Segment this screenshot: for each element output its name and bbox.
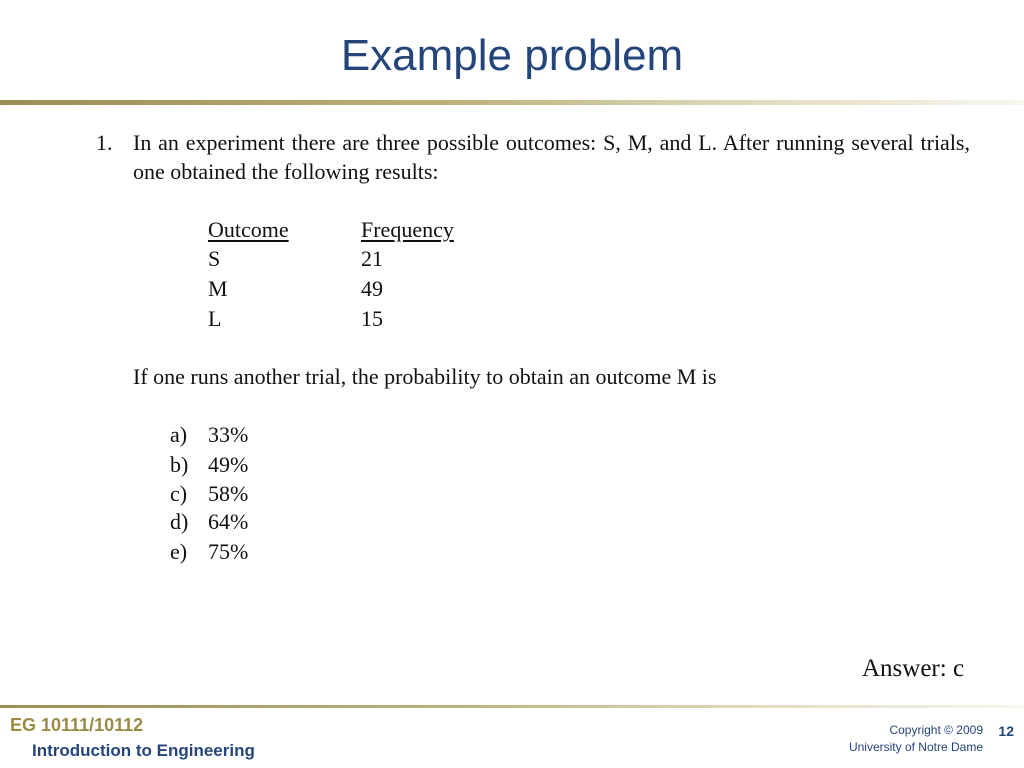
table-cell-outcome: S [208, 246, 221, 271]
question-stem: In an experiment there are three possible outcomes: S, M, and L. After running several trials, one obtained the following results: [133, 130, 970, 184]
table-cell-outcome: L [208, 306, 222, 331]
slide-title: Example problem [340, 31, 684, 80]
copyright-notice [849, 722, 983, 756]
table-cell-outcome: M [208, 276, 228, 301]
answer-text: Answer: c [862, 655, 965, 682]
title-divider [0, 100, 1024, 105]
table-cell-frequency: 15 [361, 306, 383, 331]
course-name: Introduction to Engineering [32, 741, 255, 760]
option-value: 49% [208, 452, 249, 477]
page-number: 12 [998, 723, 1014, 739]
option-letter: e) [170, 539, 188, 564]
copyright-line: Copyright © 2009 [889, 723, 983, 737]
option-value: 64% [208, 509, 249, 534]
option-letter: b) [170, 452, 189, 477]
table-cell-frequency: 21 [361, 246, 383, 271]
option-letter: a) [170, 422, 188, 447]
question-number: 1. [96, 130, 113, 155]
option-value: 33% [208, 422, 249, 447]
table-cell-frequency: 49 [361, 276, 383, 301]
table-header-outcome: Outcome [208, 217, 289, 242]
copyright-institution: University of Notre Dame [848, 740, 983, 754]
option-letter: d) [170, 509, 189, 534]
option-letter: c) [170, 481, 188, 506]
option-value: 58% [208, 481, 249, 506]
footer-divider [0, 705, 1024, 708]
option-value: 75% [208, 539, 249, 564]
course-code: EG 10111/10112 [10, 715, 144, 735]
table-header-frequency: Frequency [361, 217, 454, 242]
question-prompt: If one runs another trial, the probability to obtain an outcome M is [133, 364, 717, 389]
